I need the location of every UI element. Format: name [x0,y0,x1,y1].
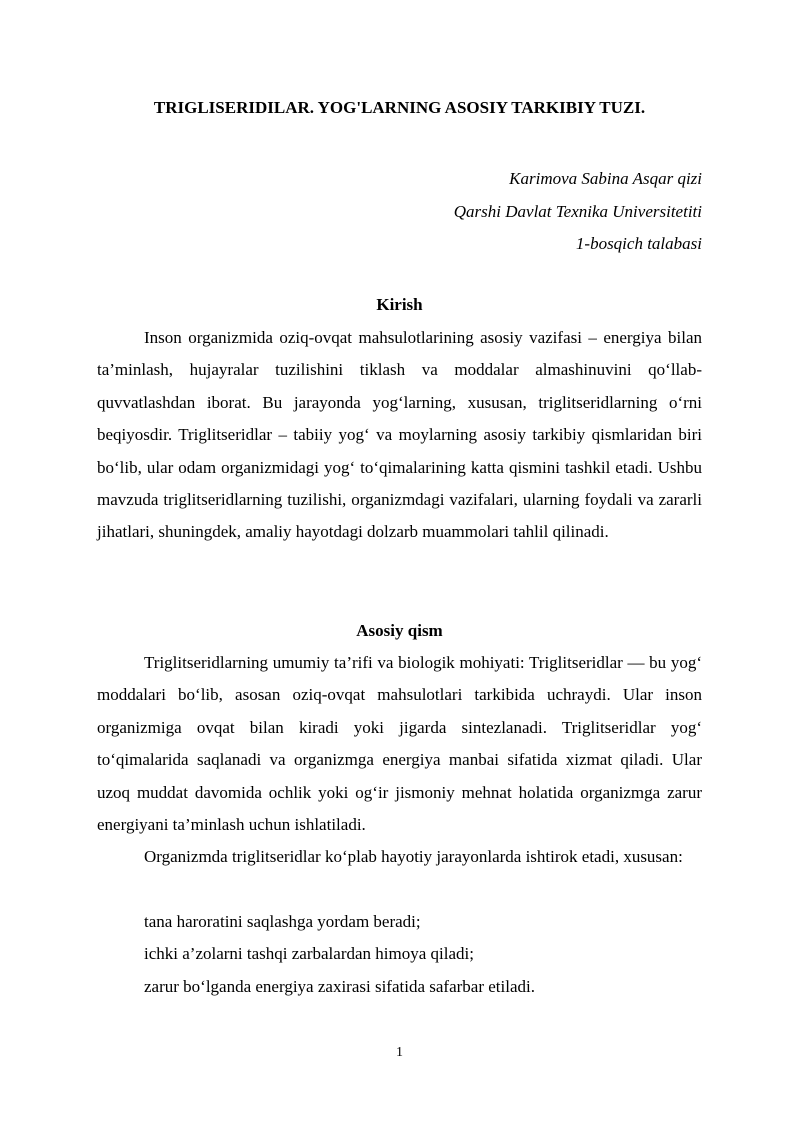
section-heading-intro: Kirish [376,295,423,314]
intro-paragraph: Inson organizmida oziq-ovqat mahsulotlarining asosiy vazifasi – energiya bilan ta’minlash, hujayralar tuzilishini tiklash va moddalar almashinuvini qo‘llab-quvvatlashdan iborat. Bu jarayonda yog‘larning, xususan, triglitseridlarning o‘rni beqiyosdir. Triglitseridlar – tabiiy yog‘ va moylarning asosiy tarkibiy qismlaridan biri bo‘lib, ular odam organizmidagi yog‘ to‘qimalarining katta qismini tashkil etadi. Ushbu mavzuda triglitseridlarning tuzilishi, organizmdagi vazifalari, ularning foydali va zararli jihatlari, shuningdek, amaliy hayotdagi dolzarb muammolari tahlil qilinadi. [97,328,702,542]
document-page [97,0,702,1131]
list-item: zarur bo‘lganda energiya zaxirasi sifatida safarbar etiladi. [144,976,535,996]
section-heading-main: Asosiy qism [356,621,443,640]
author-name: Karimova Sabina Asqar qizi [509,169,702,188]
main-paragraph-2: Organizmda triglitseridlar ko‘plab hayotiy jarayonlarda ishtirok etadi, xususan: [144,847,683,866]
list-item: tana haroratini saqlashga yordam beradi; [144,912,421,931]
main-paragraph-1: Triglitseridlarning umumiy ta’rifi va biologik mohiyati: Triglitseridlar — bu yog‘ moddalari bo‘lib, asosan oziq-ovqat mahsulotlari tarkibida uchraydi. Ular inson organizmiga ovqat bilan kiradi yoki jigarda sintezlanadi. Triglitseridlar yog‘ to‘qimalarida saqlanadi va organizmga energiya manbai sifatida xizmat qiladi. Ular uzoq muddat davomida ochlik yoki og‘ir jismoniy mehnat holatida organizmga zarur energiyani ta’minlash uchun ishlatiladi. [97,653,702,835]
list-item: ichki a’zolarni tashqi zarbalardan himoya qiladi; [144,944,474,964]
author-status: 1-bosqich talabasi [575,234,702,253]
page-number: 1 [396,1045,403,1060]
function-list [144,906,702,1003]
document-title: TRIGLISERIDILAR. YOG'LARNING ASOSIY TARKIBIY TUZI. [153,98,646,117]
author-institution: Qarshi Davlat Texnika Universitetiti [453,201,702,221]
author-block [302,163,702,261]
